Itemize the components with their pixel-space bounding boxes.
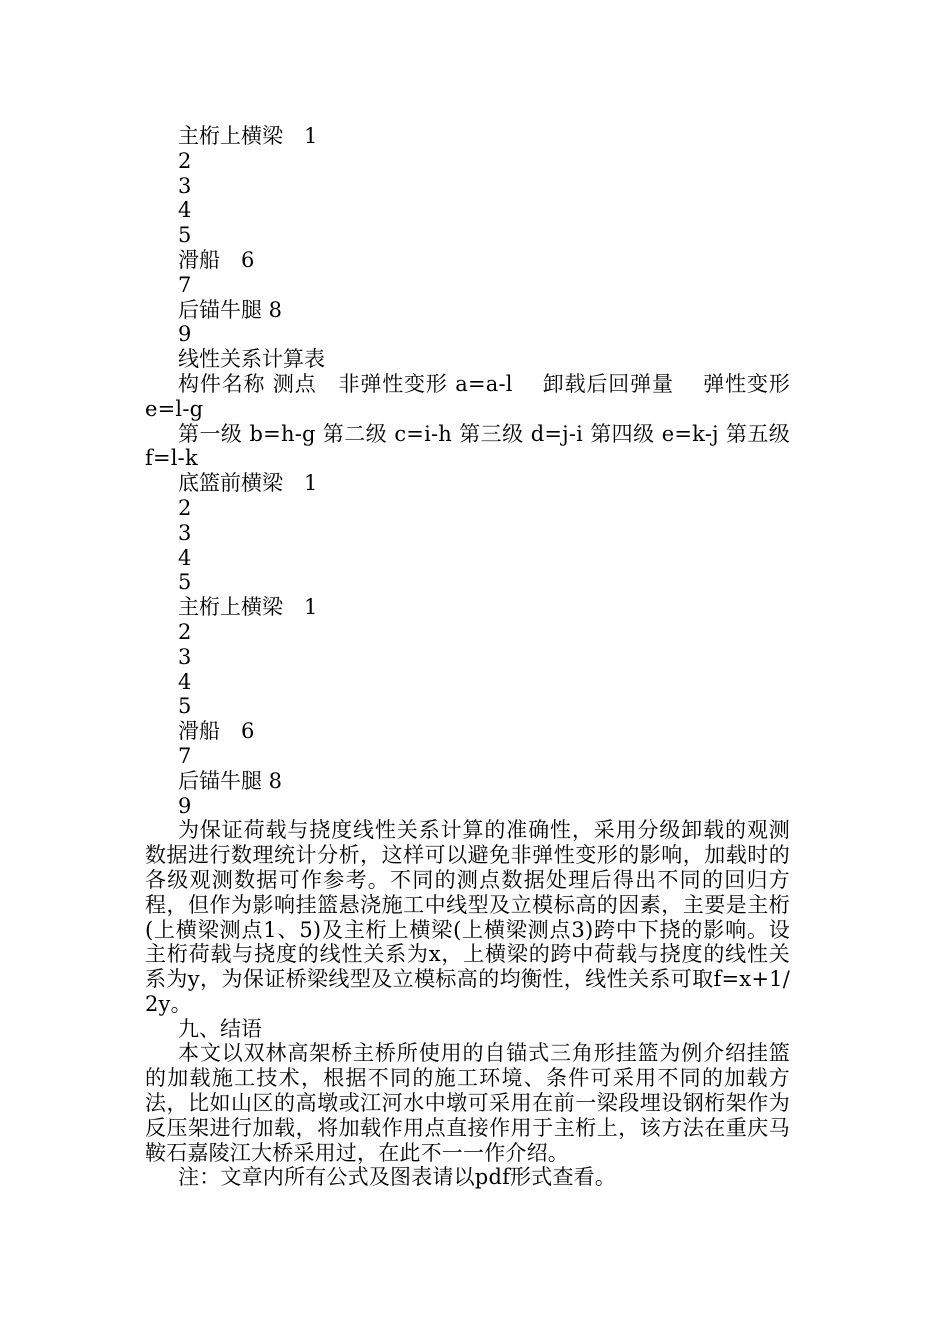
table1-row: 后锚牛腿 8: [178, 297, 283, 322]
table2-header-row1: 构件名称 测点 非弹性变形 a=a-l 卸载后回弹量 弹性变形 e=l-g: [145, 371, 790, 421]
table2-row: 滑船 6: [178, 719, 255, 744]
table1-row: 主桁上横梁 1: [178, 124, 318, 148]
table2-row: 7: [178, 743, 192, 768]
section-heading: 九、结语: [178, 1016, 262, 1041]
table2-row: 5: [178, 570, 192, 595]
conclusion-paragraph: 本文以双林高架桥主桥所使用的自锚式三角形挂篮为例介绍挂篮的加载施工技术，根据不同的施工环境、条件可采用不同的加载方法，比如山区的高墩或江河水中墩可采用在前一梁段埋设钢桁架作为反压架进行加载，将加载作用点直接作用于主桁上，该方法在重庆马鞍石嘉陵江大桥采用过，在此不一一作介绍。: [145, 1041, 790, 1165]
table2-row: 5: [178, 694, 192, 719]
table1-row: 5: [178, 223, 192, 248]
table2-row: 后锚牛腿 8: [178, 768, 283, 793]
document-page: [145, 124, 790, 1190]
table2-row: 2: [178, 495, 192, 520]
table2-row: 底篮前横梁 1: [178, 471, 318, 496]
table1-row: 滑船 6: [178, 247, 255, 272]
table1-row: 9: [178, 322, 192, 347]
table2-row: 4: [178, 669, 192, 694]
table2-title: 线性关系计算表: [178, 347, 325, 372]
table2-row: 2: [178, 619, 192, 644]
table2-row: 4: [178, 545, 192, 570]
table2-row: 9: [178, 793, 192, 818]
table1-row: 2: [178, 148, 192, 173]
table1-row: 4: [178, 198, 192, 223]
table1-row: 3: [178, 173, 192, 198]
table2-row: 主桁上横梁 1: [178, 595, 318, 620]
table1-row: 7: [178, 272, 192, 297]
table2-row: 3: [178, 644, 192, 669]
analysis-paragraph: 为保证荷载与挠度线性关系计算的准确性，采用分级卸载的观测数据进行数理统计分析，这样可以避免非弹性变形的影响，加载时的各级观测数据可作参考。不同的测点数据处理后得出不同的回归方程，但作为影响挂篮悬浇施工中线型及立模标高的因素，主要是主桁(上横梁测点1、5)及主桁上横梁(上横梁测点3)跨中下挠的影响。设主桁荷载与挠度的线性关系为x，上横梁的跨中荷载与挠度的线性关系为y，为保证桥梁线型及立模标高的均衡性，线性关系可取f=x+1/2y。: [145, 818, 790, 1016]
table2-header-row2: 第一级 b=h-g 第二级 c=i-h 第三级 d=j-i 第四级 e=k-j 第五级 f=l-k: [145, 421, 790, 471]
note-paragraph: 注：文章内所有公式及图表请以pdf形式查看。: [178, 1165, 617, 1190]
table2-row: 3: [178, 520, 192, 545]
